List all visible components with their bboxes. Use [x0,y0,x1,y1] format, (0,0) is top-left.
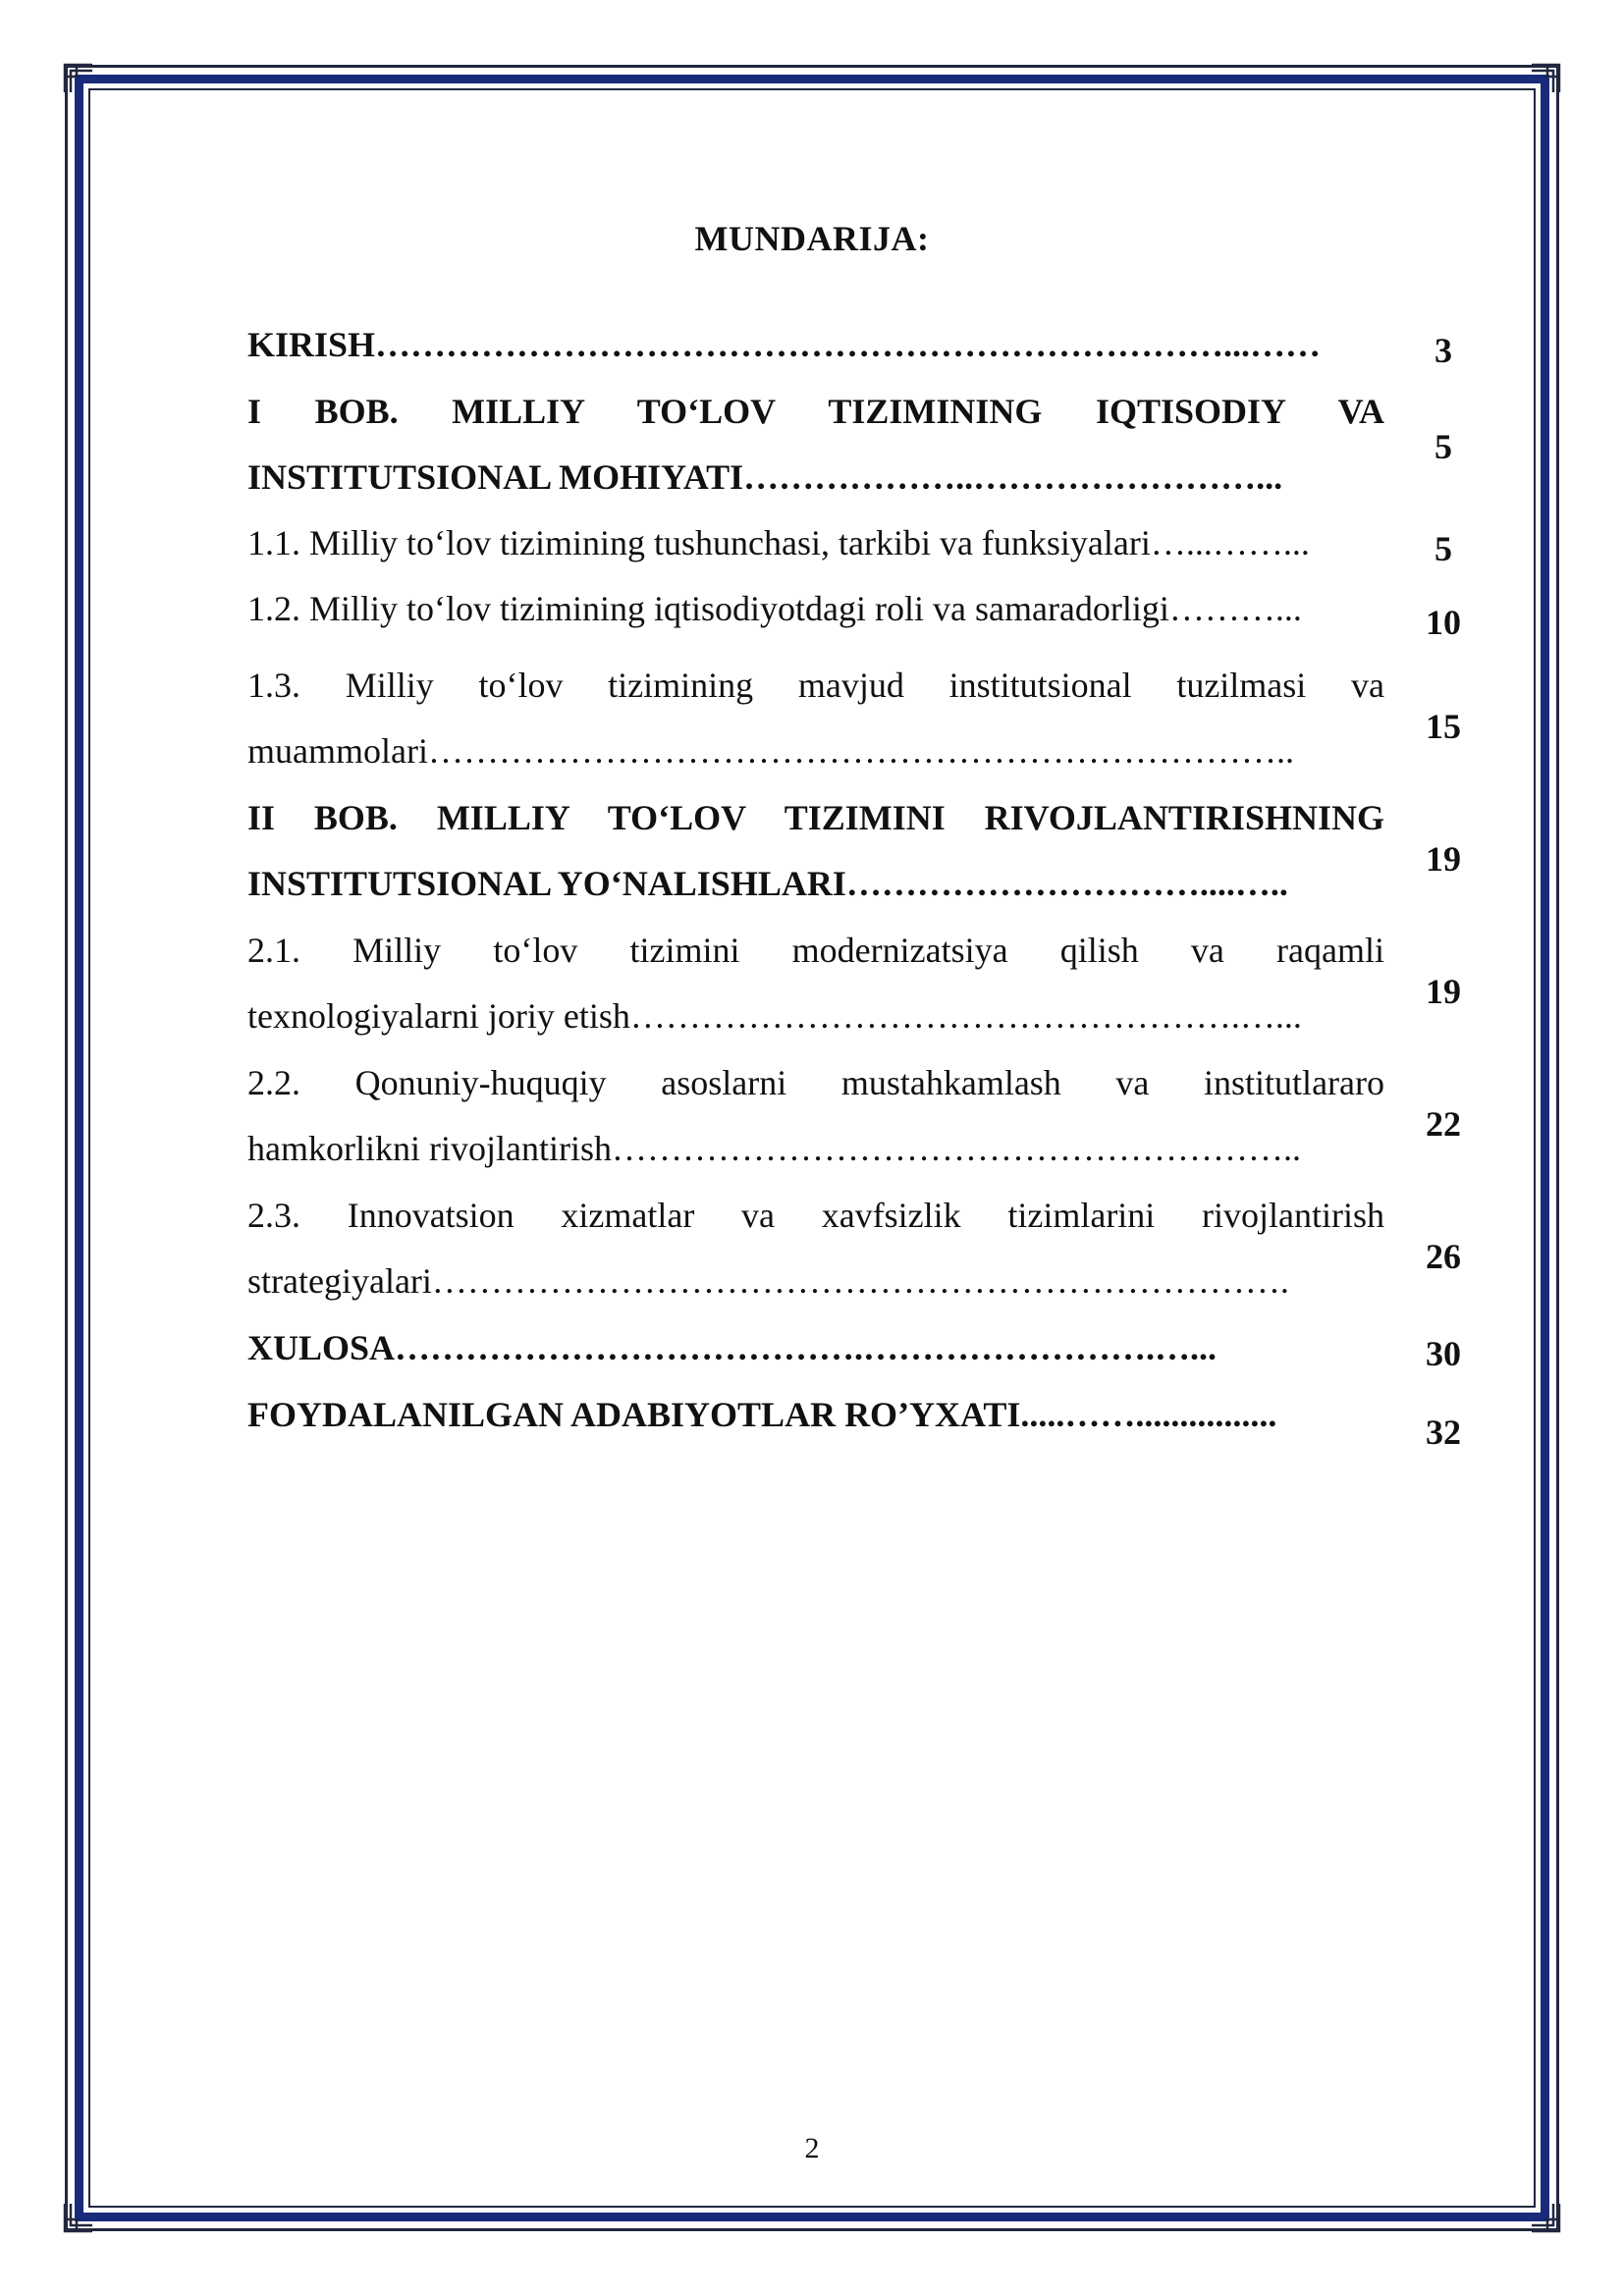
toc-entry-line: KIRISH………………………………………………………………...…… [247,325,1322,364]
toc-page-number: 5 [1435,427,1452,466]
toc-entry-text [247,576,1384,642]
corner-ornament-icon [63,2200,96,2233]
toc-entry-line: INSTITUTSIONAL MOHIYATI………………..……………………... [247,457,1283,497]
corner-ornament-icon [1528,2200,1561,2233]
corner-ornament-icon [63,63,96,96]
page-number: 2 [804,2132,820,2164]
toc-entry-text [247,1315,1384,1381]
toc-entry-line: XULOSA………………………………….…………………….…... [247,1328,1218,1367]
toc-entry-line: INSTITUTSIONAL YO‘NALISHLARI…………………………....….. [247,864,1288,903]
toc-entry-line: II BOB. MILLIY TO‘LOV TIZIMINI RIVOJLANTIRISHNING [247,798,1384,837]
toc-entry-line: 1.3. Milliy to‘lov tizimining mavjud institutsional tuzilmasi va [247,666,1384,705]
toc-entry-line: 2.2. Qonuniy-huquqiy asoslarni mustahkamlash va institutlararo [247,1063,1384,1102]
toc-entry-text [247,510,1384,576]
toc-entry-line: FOYDALANILGAN ADABIYOTLAR RO’YXATI.....……................ [247,1395,1277,1434]
toc-page-number: 3 [1435,331,1452,370]
toc-page-number: 22 [1426,1104,1461,1144]
page-title: MUNDARIJA: [694,219,930,258]
toc-page-number: 30 [1426,1334,1461,1373]
toc-entry-line: hamkorlikni rivojlantirish………………………………………………….. [247,1129,1301,1168]
toc-page-number: 10 [1426,603,1461,642]
toc-page-number: 5 [1435,529,1452,568]
toc-entry-line: 1.1. Milliy to‘lov tizimining tushunchasi, tarkibi va funksiyalari…...……... [247,523,1310,562]
toc-entry-text [247,379,1384,510]
toc-entry-line: 2.3. Innovatsion xizmatlar va xavfsizlik tizimlarini rivojlantirish [247,1196,1384,1235]
toc-entry-text [247,312,1384,378]
toc-entry-line: 1.2. Milliy to‘lov tizimining iqtisodiyotdagi roli va samaradorligi………... [247,589,1302,628]
toc-page-number: 19 [1426,839,1461,879]
toc-entry-line: 2.1. Milliy to‘lov tizimini modernizatsiya qilish va raqamli [247,931,1384,970]
toc-entry-text [247,1382,1384,1448]
toc-entry-text [247,1183,1384,1314]
toc-entry-line: muammolari……………………………………………………………….. [247,731,1294,771]
corner-ornament-icon [1528,63,1561,96]
toc-page-number: 26 [1426,1237,1461,1276]
toc-entry-line: I BOB. MILLIY TO‘LOV TIZIMINING IQTISODIY VA [247,392,1384,431]
toc-entry-text [247,785,1384,917]
toc-page-number: 19 [1426,972,1461,1011]
toc-entry-line: texnologiyalarni joriy etish…………………………………………….…... [247,996,1302,1036]
toc-entry-line: strategiyalari………………………………………………………………. [247,1261,1289,1301]
toc-entry-text [247,1050,1384,1182]
toc-page-number: 15 [1426,707,1461,746]
toc-entry-text [247,918,1384,1049]
toc-page-number: 32 [1426,1413,1461,1452]
toc-entry-text [247,653,1384,784]
